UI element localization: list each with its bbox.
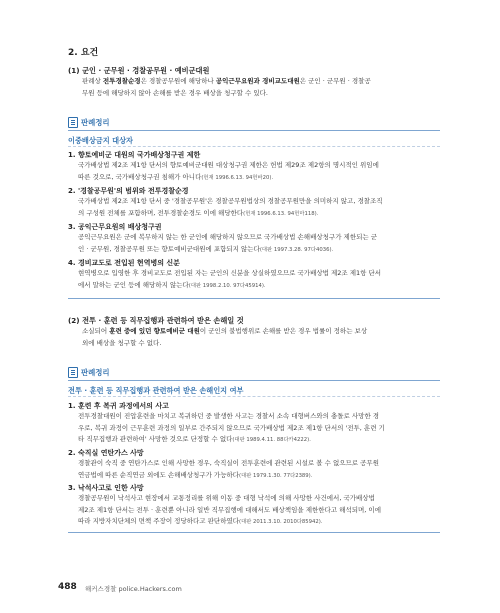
box-1-item-1-title: 1. 향토예비군 대원의 국가배상청구권 제한 [68, 151, 201, 159]
box-1-item-4-body: 현역병으로 입영한 후 경비교도로 전입된 자는 군인의 신분을 상실하였으므로 국가배상법 제2조 제1항 단서 에서 말하는 군인 등에 해당하지 않는다(대판 1998.2.10. 97다45914). [78, 269, 382, 289]
box-2-item-2-body: 경찰관이 숙직 중 연탄가스로 인해 사망한 경우, 숙직실이 전투훈련에 관련된 시설로 볼 수 없으므로 공무원 연금법에 따른 순직연금 외에도 손해배상청구가 가능하다(대판 1979.1.30. 77다2389). [78, 459, 379, 479]
box-1-item-3-body: 공익근무요원은 군에 복무하지 않는 한 군인에 해당하지 않으므로 국가배상법 손해배상청구가 제한되는 군 인 · 군무원, 경찰공무원 또는 향토예비군대원에 포함되지 않는다(대판 1997.3.28. 97다4036). [78, 233, 378, 253]
box-2-item-1-body: 전투경찰대원이 진압훈련을 마치고 복귀하던 중 발생한 사고는 경찰서 소속 대형버스와의 충돌로 사망한 경 우로, 복귀 과정이 근무훈련 과정의 일부로 간주되지 않으므로 국가배상법 제2조 제1항 단서의 '전투, 훈련 기 타 직무집행과 관련하여' 사망한 것으로 단정할 수 없다(대판 1989.4.11. 88다카4222). [78, 412, 385, 444]
box-2-bottom-rule [68, 532, 440, 533]
page-number: 488 [58, 582, 77, 592]
box-2-item-3-title: 3. 낙석사고로 인한 사망 [68, 484, 144, 492]
box-2-item-1-title: 1. 훈련 후 복귀 과정에서의 사고 [68, 402, 169, 410]
box-1-item-4-title: 4. 경비교도로 전입된 현역병의 신분 [68, 259, 180, 267]
box-1-heading: 이중배상금지 대상자 [68, 136, 133, 145]
publisher-footer: 해커스경찰 police.Hackers.com [85, 585, 182, 593]
box-2-item-3-body: 경찰공무원이 낙석사고 현장에서 교통정리를 위해 이동 중 대형 낙석에 의해 사망한 사건에서, 국가배상법 제2조 제1항 단서는 전투 · 훈련뿐 아니라 일반 직무집행에 대해서도 배상책임을 제한한다고 해석되며, 이에 따라 지방자치단체의 면책 주장이 정당하다고 판단하였다(대판 2011.3.10. 2010다85942). [78, 494, 381, 526]
case-box-2-label: 판례정리 [68, 366, 110, 379]
box-1-item-2-body: 국가배상법 제2조 제1항 단서 중 '경찰공무원'은 경찰공무원법상의 경찰공무원만을 의미하지 않고, 경찰조직 의 구성원 전체를 포함하며, 전투경찰순경도 이에 해당한다(헌재 1996.6.13. 94헌마118). [78, 197, 383, 217]
box-2-item-2-title: 2. 숙직실 연탄가스 사망 [68, 449, 144, 457]
box-2-heading: 전투 · 훈련 등 직무집행과 관련하여 받은 손해인지 여부 [68, 386, 244, 395]
box-2-divider [68, 396, 440, 397]
box-1-divider [68, 146, 440, 147]
box-1-top-rule [68, 130, 440, 131]
box-1-item-3-title: 3. 공익근무요원의 배상청구권 [68, 223, 162, 231]
box-1-item-2-title: 2. '경찰공무원'의 범위와 전투경찰순경 [68, 187, 189, 195]
subsection-1-body: 판례상 전투경찰순경은 경찰공무원에 해당하나 공익근무요원과 경비교도대원은 군인 · 군무원 · 경찰공 무원 등에 해당하지 않아 손해를 받은 경우 배상을 청구할 수 있다. [82, 77, 371, 97]
box-1-bottom-rule [68, 298, 440, 299]
document-icon [68, 367, 78, 378]
subsection-2-body: 소실되어 훈련 중에 있던 향토예비군 대원이 군인의 불법행위로 손해를 받은 경우 법률이 정하는 보상 외에 배상을 청구할 수 없다. [82, 327, 368, 347]
case-box-1-label: 판례정리 [68, 116, 110, 129]
box-2-top-rule [68, 380, 440, 381]
subsection-1-title: (1) 군인 · 군무원 · 경찰공무원 · 예비군대원 [68, 66, 210, 75]
subsection-2-title: (2) 전투 · 훈련 등 직무집행과 관련하여 받은 손해일 것 [68, 316, 244, 325]
document-icon [68, 117, 78, 128]
box-1-item-1-body: 국가배상법 제2조 제1항 단서의 향토예비군대원 대상청구권 제한은 헌법 제29조 제2항의 명시적인 위임에 따른 것으로, 국가배상청구권 침해가 아니다(헌재 1996.6.13. 94헌바20). [78, 161, 379, 181]
section-heading: 2. 요건 [68, 48, 99, 58]
